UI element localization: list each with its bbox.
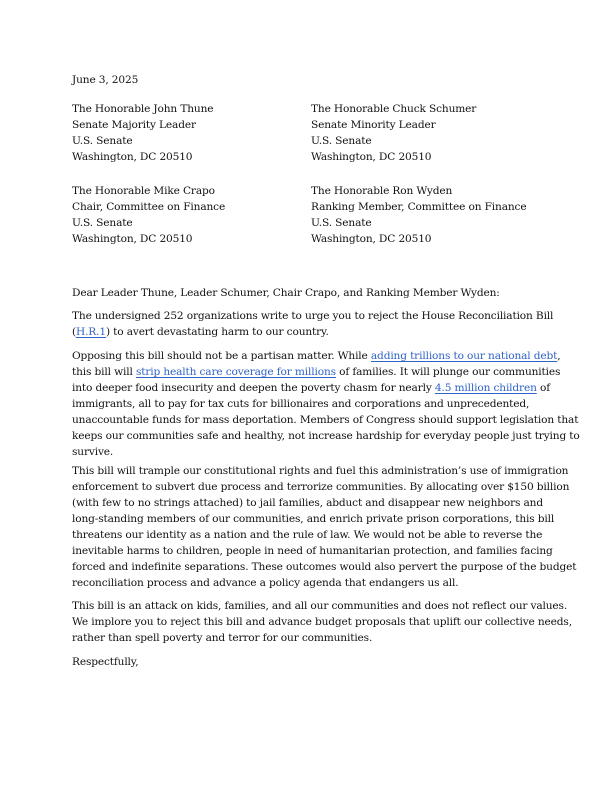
- paragraph-line: threatens our identity as a nation and the rule of law. We would not be able to reverse the: [72, 529, 543, 541]
- link-children[interactable]: 4.5 million children: [434, 382, 537, 394]
- recipient-name: The Honorable Mike Crapo: [72, 185, 215, 197]
- link-national-debt[interactable]: adding trillions to our national debt: [370, 350, 558, 362]
- paragraph-line: long-standing members of our communities, and enrich private prison corporations, this bill: [72, 513, 555, 525]
- text-segment: of: [536, 382, 550, 394]
- link-hr1[interactable]: H.R.1: [75, 326, 106, 338]
- paragraph-line: enforcement to subvert due process and terrorize communities. By allocating over $150 billion: [72, 481, 570, 493]
- paragraph-line: [72, 348, 561, 364]
- recipient-name: The Honorable Ron Wyden: [311, 185, 453, 197]
- paragraph-line: survive.: [72, 446, 114, 458]
- recipient-title: Senate Majority Leader: [72, 119, 196, 131]
- paragraph-line: This bill will trample our constitutional rights and fuel this administration’s use of immigration: [72, 465, 569, 477]
- paragraph-line: This bill is an attack on kids, families, and all our communities and does not reflect our values.: [72, 600, 568, 612]
- text-segment: of families. It will plunge our communities: [335, 366, 561, 378]
- paragraph-line: We implore you to reject this bill and advance budget proposals that uplift our collective needs,: [72, 616, 572, 628]
- text-segment: Opposing this bill should not be a partisan matter. While: [72, 350, 371, 362]
- paragraph-line: (with few to no strings attached) to jail families, abduct and disappear new neighbors and: [72, 497, 543, 509]
- recipient-address: Washington, DC 20510: [311, 151, 432, 163]
- paragraph-line: keeps our communities safe and healthy, not increase hardship for everyday people just trying to: [72, 430, 580, 442]
- recipient-org: U.S. Senate: [311, 217, 372, 229]
- paragraph-line: [72, 324, 542, 340]
- paragraph-line: immigrants, all to pay for tax cuts for billionaires and corporations and unprecedented,: [72, 398, 530, 410]
- recipient-name: The Honorable John Thune: [72, 103, 214, 115]
- text-segment: ) to avert devastating harm to our country.: [105, 326, 329, 338]
- paragraph-constitutional: [72, 463, 577, 591]
- link-health-care[interactable]: strip health care coverage for millions: [135, 366, 336, 378]
- paragraph-line: rather than spell poverty and terror for our communities.: [72, 632, 373, 644]
- recipient-title: Chair, Committee on Finance: [72, 201, 226, 213]
- recipient-address: Washington, DC 20510: [311, 233, 432, 245]
- closing: Respectfully,: [72, 656, 139, 668]
- recipient-title: Senate Minority Leader: [311, 119, 436, 131]
- recipient-block-schumer: [311, 101, 541, 165]
- recipient-block-thune: [72, 101, 302, 165]
- recipient-block-wyden: [311, 183, 541, 247]
- paragraph-intro: [72, 308, 554, 340]
- recipient-org: U.S. Senate: [72, 217, 133, 229]
- text-segment: ,: [557, 350, 561, 362]
- paragraph-line: The undersigned 252 organizations write to urge you to reject the House Reconciliation Bill: [72, 310, 554, 322]
- paragraph-line: forced and indefinite separations. These outcomes would also pervert the purpose of the budget: [72, 561, 577, 573]
- paragraph-line: reconciliation process and advance a policy agenda that endangers us all.: [72, 577, 459, 589]
- paragraph-line: [72, 364, 561, 380]
- recipient-title: Ranking Member, Committee on Finance: [311, 201, 527, 213]
- recipient-org: U.S. Senate: [72, 135, 133, 147]
- recipient-address: Washington, DC 20510: [72, 151, 193, 163]
- paragraph-line: unaccountable funds for mass deportation. Members of Congress should support legislation that: [72, 414, 579, 426]
- letter-date: June 3, 2025: [72, 74, 139, 86]
- text-segment: (: [72, 326, 76, 338]
- recipient-block-crapo: [72, 183, 302, 247]
- recipient-name: The Honorable Chuck Schumer: [311, 103, 477, 115]
- paragraph-line: inevitable harms to children, people in need of humanitarian protection, and families facing: [72, 545, 553, 557]
- paragraph-line: [72, 380, 550, 396]
- recipient-address: Washington, DC 20510: [72, 233, 193, 245]
- text-segment: into deeper food insecurity and deepen the poverty chasm for nearly: [72, 382, 435, 394]
- paragraph-opposing: [72, 348, 580, 460]
- salutation: Dear Leader Thune, Leader Schumer, Chair Crapo, and Ranking Member Wyden:: [72, 287, 500, 299]
- recipient-org: U.S. Senate: [311, 135, 372, 147]
- text-segment: this bill will: [72, 366, 136, 378]
- paragraph-attack: [72, 598, 572, 646]
